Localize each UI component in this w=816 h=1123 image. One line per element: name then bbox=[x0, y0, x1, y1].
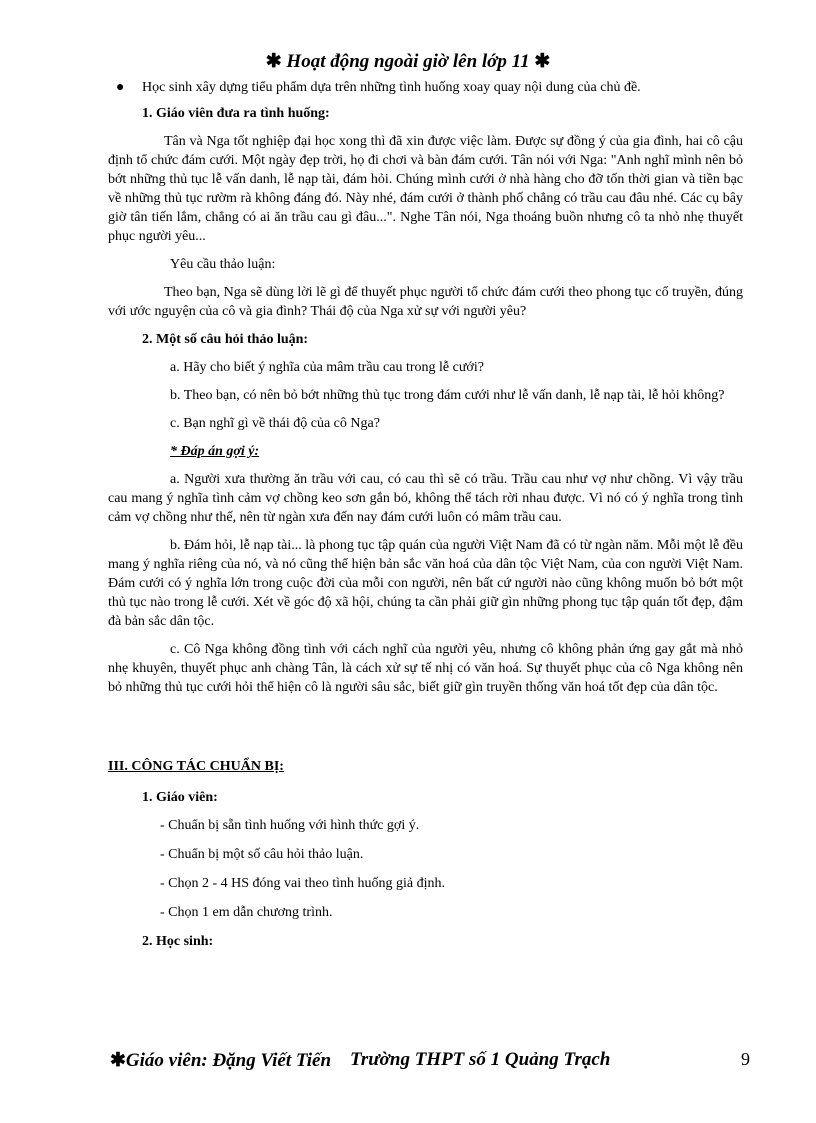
star-icon: ✱ bbox=[110, 1050, 126, 1071]
document-body bbox=[108, 78, 743, 960]
star-icon: ✱ bbox=[534, 51, 551, 72]
teacher-item: - Chuẩn bị sẵn tình huống với hình thức gợi ý. bbox=[160, 818, 420, 833]
teacher-item: - Chọn 2 - 4 HS đóng vai theo tình huống giả định. bbox=[160, 876, 446, 891]
page-title-text: Hoạt động ngoài giờ lên lớp 11 bbox=[286, 51, 530, 72]
answer-label: * Đáp án gợi ý: bbox=[170, 444, 260, 459]
page-number: 9 bbox=[741, 1049, 750, 1069]
question-b: b. Theo bạn, có nên bỏ bớt những thủ tục trong đám cưới như lễ vấn danh, lễ nạp tài, lễ hỏi không? bbox=[170, 388, 725, 403]
answer-b: b. Đám hỏi, lễ nạp tài... là phong tục tập quán của người Việt Nam đã có từ ngàn năm. Mỗi một lễ đều mang ý nghĩa riêng của nó, và nó cũng thể hiện bản sắc văn hoá của dân tộc Việt Nam, của con người Việt Nam. Đám cưới có ý nghĩa lớn trong cuộc đời của mỗi con người, nên bất cứ người nào cũng không muốn bỏ bớt một thủ tục nào trong lễ cưới. Xét về góc độ xã hội, chúng ta cần phải giữ gìn những phong tục tập quán tốt đẹp, đậm đà bản sắc dân tộc. bbox=[108, 538, 743, 629]
requirement-label: Yêu cầu thảo luận: bbox=[170, 257, 276, 272]
section-2-heading: 2. Một số câu hỏi thảo luận: bbox=[142, 332, 309, 347]
section-3-title: III. CÔNG TÁC CHUẨN BỊ: bbox=[108, 759, 284, 774]
answer-a: a. Người xưa thường ăn trầu với cau, có cau thì sẽ có trầu. Trầu cau như vợ như chồng. Vì vậy trầu cau mang ý nghĩa tình cảm vợ chồng keo sơn gắn bó, không thể tách rời nhau được. Vì nó có ý nghĩa trong tình cảm vợ chồng như thế, nên từ ngàn xưa đến nay đám cưới luôn có mâm trầu cau. bbox=[108, 472, 743, 525]
teacher-heading: 1. Giáo viên: bbox=[142, 790, 218, 805]
bullet-icon: ● bbox=[116, 80, 125, 95]
star-icon: ✱ bbox=[265, 51, 282, 72]
teacher-item: - Chọn 1 em dẫn chương trình. bbox=[160, 905, 333, 920]
situation-story: Tân và Nga tốt nghiệp đại học xong thì đã xin được việc làm. Được sự đồng ý của gia đình, hai cô cậu định tổ chức đám cưới. Một ngày đẹp trời, họ đi chơi và bàn đám cưới. Tân nói với Nga: "Anh nghĩ mình nên bỏ bớt những thủ tục lễ vấn danh, lễ nạp tài, đám hỏi. Chúng mình cưới ở nhà hàng cho đỡ tốn thời gian và tiền bạc về những thủ tục rườm rà không đáng đó. Này nhé, đám cưới ở thành phố chẳng có trầu cau đâu nhé. Các cụ bây giờ tân tiến lắm, chẳng có ai ăn trầu cau gì đâu...". Nghe Tân nói, Nga thoáng buồn nhưng cô ta nhỏ nhẹ thuyết phục người yêu... bbox=[108, 134, 743, 244]
footer-teacher bbox=[110, 1049, 331, 1072]
section-1-heading: 1. Giáo viên đưa ra tình huống: bbox=[142, 106, 330, 121]
answer-c: c. Cô Nga không đồng tình với cách nghĩ của người yêu, nhưng cô không phản ứng gay gắt mà nhỏ nhẹ khuyên, thuyết phục anh chàng Tân, là cách xử sự tế nhị có văn hoá. Sự thuyết phục của cô Nga không nên bỏ những thủ tục cưới hỏi thể hiện cô là người sâu sắc, biết giữ gìn truyền thống văn hoá tốt đẹp của dân tộc. bbox=[108, 642, 743, 695]
requirement-text: Theo bạn, Nga sẽ dùng lời lẽ gì để thuyết phục người tổ chức đám cưới theo phong tục cổ truyền, đúng với ước nguyện của cô và gia đình? Thái độ của Nga xử sự với người yêu? bbox=[108, 285, 743, 319]
page-title bbox=[0, 50, 816, 73]
footer-school: Trường THPT số 1 Quảng Trạch bbox=[350, 1049, 611, 1070]
intro-bullet bbox=[108, 78, 743, 97]
question-c: c. Bạn nghĩ gì về thái độ của cô Nga? bbox=[170, 416, 380, 431]
question-a: a. Hãy cho biết ý nghĩa của mâm trầu cau trong lễ cưới? bbox=[170, 360, 484, 375]
intro-text: Học sinh xây dựng tiểu phẩm dựa trên những tình huống xoay quay nội dung của chủ đề. bbox=[142, 80, 641, 95]
footer-teacher-text: Giáo viên: Đặng Viết Tiến bbox=[125, 1050, 332, 1071]
page-footer bbox=[110, 1045, 750, 1079]
teacher-item: - Chuẩn bị một số câu hỏi thảo luận. bbox=[160, 847, 364, 862]
student-heading: 2. Học sinh: bbox=[142, 934, 214, 949]
